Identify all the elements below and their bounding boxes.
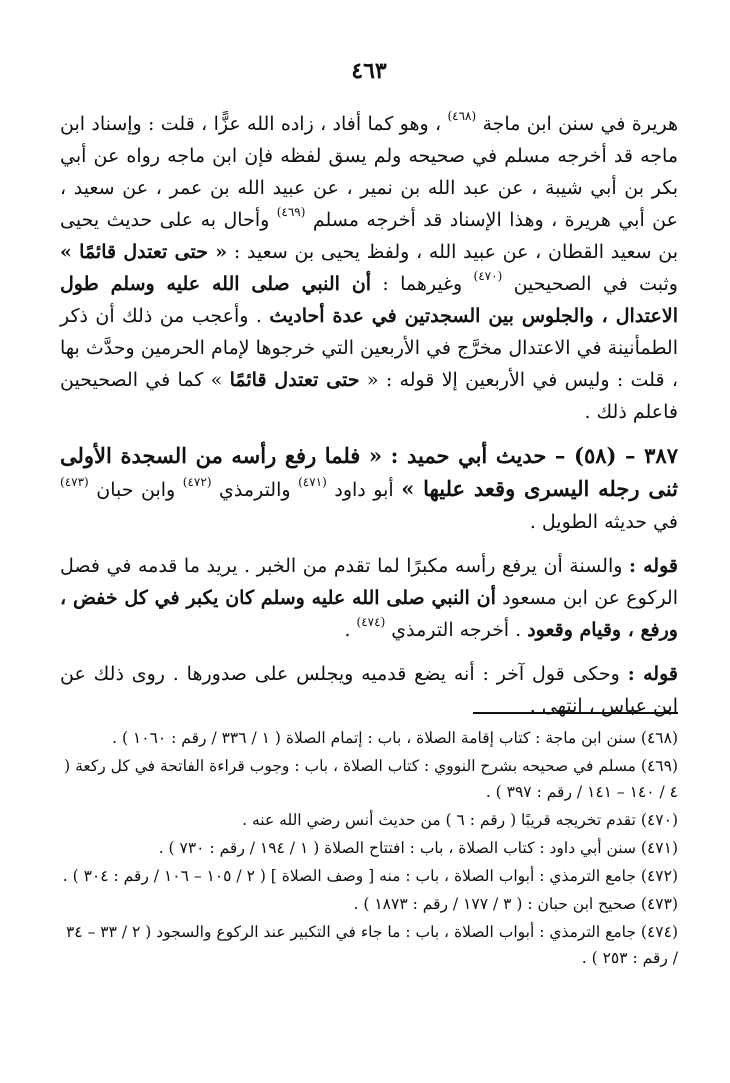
emphasized-text: أن النبي صلى الله عليه وسلم كان يكبر في كل خفض ، ورفع ، وقيام وقعود: [60, 587, 678, 641]
quoted-hadith: « حتى تعتدل قائمًا »: [60, 241, 228, 263]
qawluhu-label: قوله :: [627, 663, 678, 685]
footnote-divider: [473, 712, 678, 714]
footnote-ref[interactable]: (٤٧٠): [473, 269, 503, 283]
footnote-468: (٤٦٨) سنن ابن ماجة : كتاب إقامة الصلاة ، باب : إتمام الصلاة ( ١ / ٣٣٦ / رقم : ١٠٦٠ ) .: [112, 729, 678, 747]
text-run: » كما في الصحيحين فاعلم ذلك .: [60, 369, 678, 423]
footnote-469: (٤٦٩) مسلم في صحيحه بشرح النووي : كتاب الصلاة ، باب : وجوب قراءة الفاتحة في كل ركعة ( ٤ / ١٤٠ – ١٤١ / رقم : ٣٩٧ ) .: [64, 757, 678, 801]
text-run: في حديثه الطويل .: [529, 511, 678, 533]
text-run: . وأعجب من ذلك أن ذكر الطمأنينة في الاعتدال مخرَّج في الأربعين التي خرجوها لإمام الحرمين وحدَّث بها ، قلت : وليس في الأربعين إلا قوله : «: [60, 305, 678, 391]
paragraph-1: [60, 108, 678, 428]
footnote-472: (٤٧٢) جامع الترمذي : أبواب الصلاة ، باب : منه [ وصف الصلاة ] ( ٢ / ١٠٥ – ١٠٦ / رقم : ٣٠٤ ) .: [62, 867, 678, 885]
footnote-473: (٤٧٣) صحيح ابن حبان : ( ٣ / ١٧٧ / رقم : ١٨٧٣ ) .: [353, 895, 678, 913]
footnote-471: (٤٧١) سنن أبي داود : كتاب الصلاة ، باب : افتتاح الصلاة ( ١ / ١٩٤ / رقم : ٧٣٠ ) .: [158, 839, 678, 857]
text-run: هريرة في سنن ابن ماجة: [476, 113, 679, 135]
footnote-ref[interactable]: (٤٧٣): [60, 475, 89, 489]
footnote-474: (٤٧٤) جامع الترمذي : أبواب الصلاة ، باب : ما جاء في التكبير عند الركوع والسجود ( ٢ / ٣٣ – ٣٤ / رقم : ٢٥٣ ) .: [65, 923, 678, 967]
text-run: وحكى قول آخر : أنه يضع قدميه ويجلس على صدورها . روى ذلك عن ابن عباس ، انتهى .: [60, 663, 678, 717]
footnote-ref[interactable]: (٤٦٩): [276, 205, 306, 219]
footnote-ref[interactable]: (٤٧٤): [356, 615, 386, 629]
footnotes: [60, 725, 678, 973]
paragraph-3: [60, 550, 678, 646]
text-run: وثبت في الصحيحين: [502, 273, 678, 295]
hadith-heading: ٣٨٧ – (٥٨) – حديث أبي حميد : « فلما رفع رأسه من السجدة الأولى ثنى رجله اليسرى وقعد عليها »: [60, 443, 679, 501]
footnote-ref[interactable]: (٤٦٨): [447, 109, 477, 123]
text-run: وغيرهما :: [371, 273, 474, 295]
text-run: والترمذي: [211, 479, 299, 501]
footnote-470: (٤٧٠) تقدم تخريجه قريبًا ( رقم : ٦ ) من حديث أنس رضي الله عنه .: [242, 811, 678, 829]
text-run: وابن حبان: [88, 479, 183, 501]
text-run: ، وهو كما أفاد ، زاده الله عزًّا ، قلت : وإسناد ابن ماجه قد أخرجه مسلم في صحيحه ولم يسق لفظه فإن ابن ماجه رواه عن أبي بكر بن أبي شيبة ، عن عبد الله بن نمير ، عن عبيد الله بن عمر ، عن سعيد ، عن أبي هريرة ، وهذا الإسناد قد أخرجه مسلم: [60, 113, 678, 231]
page-number: ٤٦٣: [351, 58, 387, 84]
quoted-hadith: حتى تعتدل قائمًا: [229, 369, 360, 391]
footnote-ref[interactable]: (٤٧١): [298, 475, 327, 489]
text-run: أبو داود: [326, 479, 402, 501]
text-run: وأحال به على حديث يحيى بن سعيد القطان ، عن عبيد الله ، ولفظ يحيى بن سعيد :: [60, 209, 678, 263]
text-run: .: [344, 619, 357, 641]
main-text: [60, 108, 678, 734]
footnote-ref[interactable]: (٤٧٢): [182, 475, 212, 489]
text-run: والسنة أن يرفع رأسه مكبرًا لما تقدم من الخبر . يريد ما قدمه في فصل الركوع عن ابن مسعود: [60, 555, 678, 609]
emphasized-text: أن النبي صلى الله عليه وسلم طول الاعتدال ، والجلوس بين السجدتين في عدة أحاديث: [60, 273, 678, 327]
document-page: [60, 0, 678, 1083]
paragraph-2: [60, 440, 678, 538]
text-run: . أخرجه الترمذي: [385, 619, 528, 641]
qawluhu-label: قوله :: [628, 555, 678, 577]
